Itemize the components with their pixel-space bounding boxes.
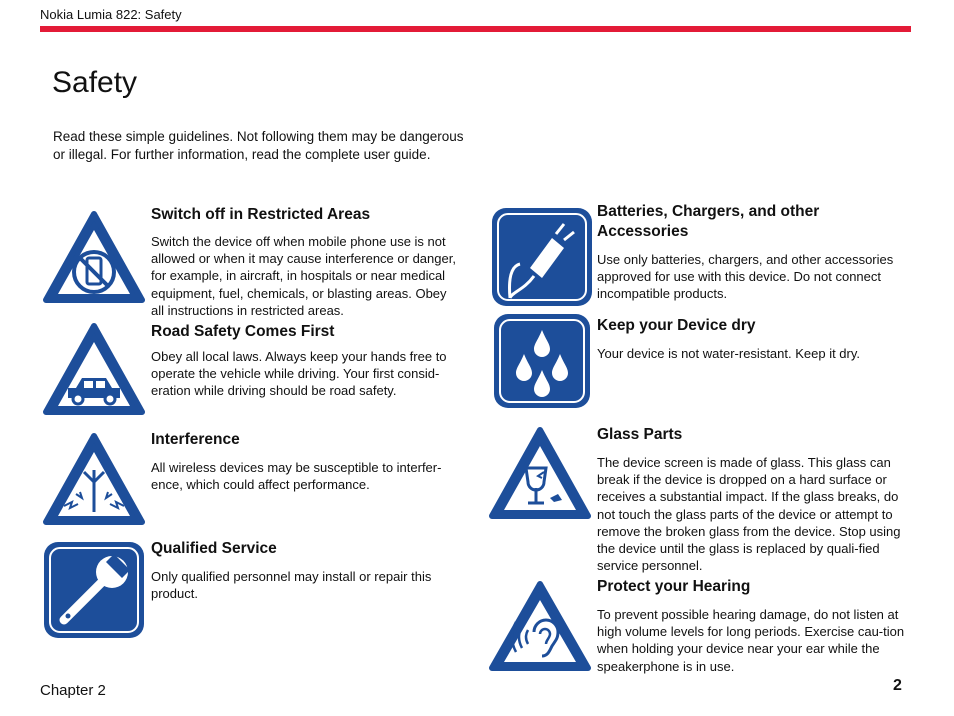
road-body: Obey all local laws. Always keep your hands free to operate the vehicle while driving. Your first consid-eration while driving should be road safety. xyxy=(151,349,447,399)
no-phone-warning-icon xyxy=(42,210,146,304)
interference-heading: Interference xyxy=(151,431,240,448)
page-number: 2 xyxy=(893,677,902,694)
car-warning-icon xyxy=(42,322,146,416)
service-heading: Qualified Service xyxy=(151,540,277,557)
dry-body: Your device is not water-resistant. Keep it dry. xyxy=(597,346,861,361)
glass-body: The device screen is made of glass. This glass can break if the device is dropped on a hard surface or receives a substantial impact. If the glass breaks, do not touch the glass parts of the device or attempt to remove the broken glass from the device. Stop using the device until the glass is replaced by quali-fied service personnel. xyxy=(597,455,901,574)
hearing-heading: Protect your Hearing xyxy=(597,578,751,595)
broken-glass-warning-icon xyxy=(488,426,592,520)
intro-text: Read these simple guidelines. Not following them may be dangerous or illegal. For further information, read the complete user guide. xyxy=(53,129,464,162)
antenna-interference-warning-icon xyxy=(42,432,146,526)
dry-heading: Keep your Device dry xyxy=(597,317,756,334)
glass-heading: Glass Parts xyxy=(597,426,683,443)
interference-body: All wireless devices may be susceptible to interfer-ence, which could affect performance. xyxy=(151,460,442,493)
footer-chapter: Chapter 2 xyxy=(40,682,106,699)
ear-sound-warning-icon xyxy=(488,580,592,672)
charger-plug-icon xyxy=(490,206,594,308)
service-body: Only qualified personnel may install or repair this product. xyxy=(151,569,432,602)
header-title: Nokia Lumia 822: Safety xyxy=(40,7,182,22)
page-title: Safety xyxy=(52,66,138,99)
batteries-body: Use only batteries, chargers, and other accessories approved for use with this device. Do not connect incompatible products. xyxy=(597,252,894,302)
road-heading: Road Safety Comes First xyxy=(151,323,335,340)
batteries-heading: Batteries, Chargers, and other Accessories xyxy=(597,203,820,240)
water-drops-icon xyxy=(492,312,592,410)
restricted-body: Switch the device off when mobile phone use is not allowed or when it may cause interference or danger, for example, in aircraft, in hospitals or near medical equipment, fuel, chemicals, or blasting areas. Obey all instructions in restricted areas. xyxy=(151,234,456,318)
header-divider xyxy=(40,26,911,32)
hearing-body: To prevent possible hearing damage, do not listen at high volume levels for long periods. Exercise cau-tion when holding your device near your ear while the speakerphone is in use. xyxy=(597,607,905,674)
wrench-icon xyxy=(42,540,146,640)
restricted-heading: Switch off in Restricted Areas xyxy=(151,206,371,223)
